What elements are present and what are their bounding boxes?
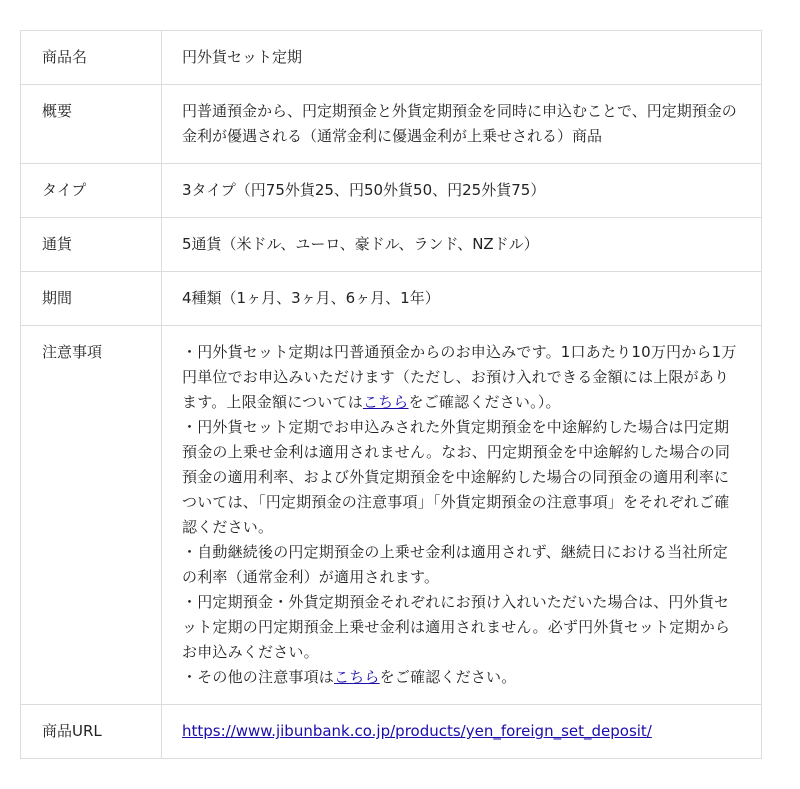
row-currency [21,218,762,272]
note-item: ・円定期預金・外貨定期預金それぞれにお預け入れいただいた場合は、円外貨セット定期の円定期預金上乗せ金利は適用されません。必ず円外貨セット定期からお申込みください。 [182,593,731,661]
row-product-name [21,31,762,85]
note-item: ・円外貨セット定期でお申込みされた外貨定期預金を中途解約した場合は円定期預金の上乗せ金利は適用されません。なお、円定期預金を中途解約した場合の同預金の適用利率、および外貨定期預金を中途解約した場合の同預金の適用利率については、「円定期預金の注意事項」「外貨定期預金の注意事項」をそれぞれご確認ください。 [182,418,731,536]
row-label: タイプ [21,164,162,218]
overview-value: 円普通預金から、円定期預金と外貨定期預金を同時に申込むことで、円定期預金の金利が優遇される（通常金利に優遇金利が上乗せされる）商品 [162,85,762,164]
row-type [21,164,762,218]
row-period [21,272,762,326]
other-notes-link[interactable]: こちら [334,668,380,686]
product-url-cell [162,705,762,759]
row-overview [21,85,762,164]
note-text: ・その他の注意事項は [182,668,335,686]
note-item: ・自動継続後の円定期預金の上乗せ金利は適用されず、継続日における当社所定の利率（通常金利）が適用されます。 [182,543,729,586]
product-url-link[interactable]: https://www.jibunbank.co.jp/products/yen_foreign_set_deposit/ [182,722,652,740]
period-value: 4種類（1ヶ月、3ヶ月、6ヶ月、1年） [162,272,762,326]
product-name-value: 円外貨セット定期 [162,31,762,85]
note-text: ・円外貨セット定期は円普通預金からのお申込みです。1口あたり10万円から1万円単位でお申込みいただけます（ただし、お預け入れできる金額には上限があります。上限金額については [182,343,737,411]
row-label: 注意事項 [21,326,162,705]
product-info-table [20,30,762,759]
type-value: 3タイプ（円75外貨25、円50外貨50、円25外貨75） [162,164,762,218]
note-item [182,340,741,415]
limit-details-link[interactable]: こちら [362,393,409,411]
row-label: 期間 [21,272,162,326]
row-label: 通貨 [21,218,162,272]
note-text: をご確認ください。 [379,668,517,686]
row-label: 商品名 [21,31,162,85]
notes-value [162,326,762,705]
row-label: 概要 [21,85,162,164]
note-text: をご確認ください。）。 [408,393,561,411]
currency-value: 5通貨（米ドル、ユーロ、豪ドル、ランド、NZドル） [162,218,762,272]
row-product-url [21,705,762,759]
row-notes [21,326,762,705]
note-item [182,665,741,690]
row-label: 商品URL [21,705,162,759]
